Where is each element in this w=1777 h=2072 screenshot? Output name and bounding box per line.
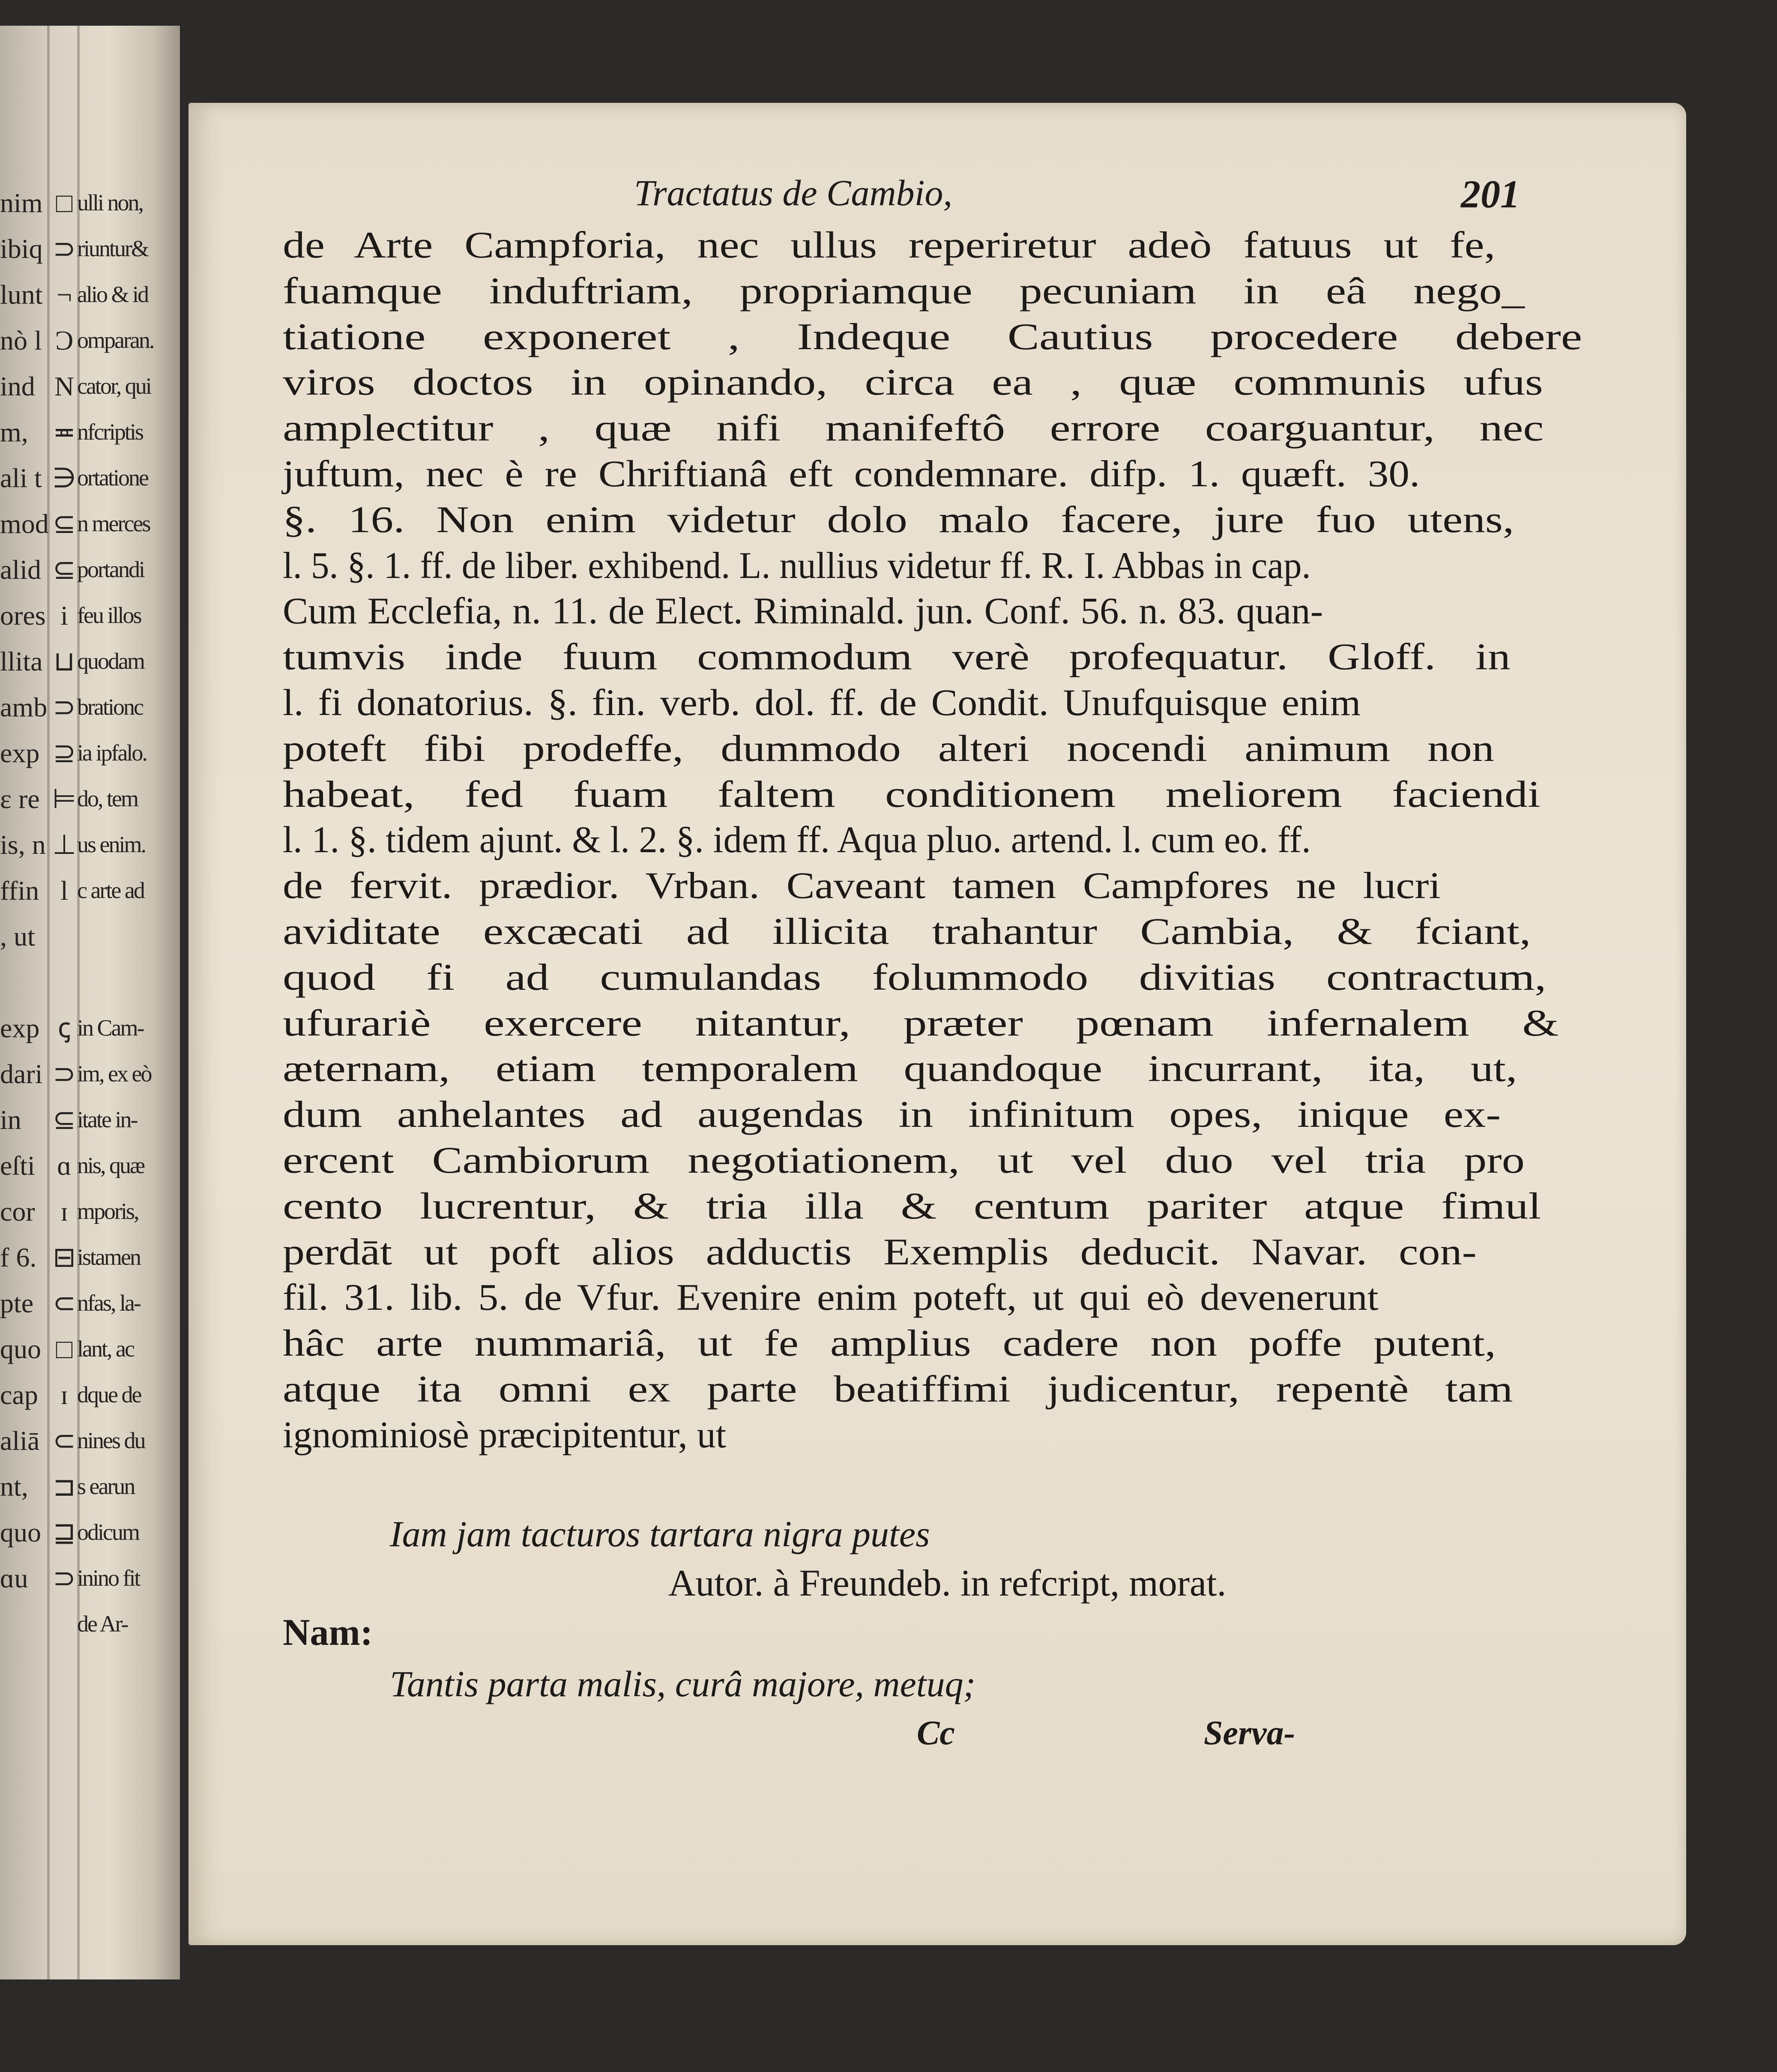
left-page-fragment: alio & id — [77, 281, 148, 307]
left-page-fragment: ⊃ — [53, 234, 76, 264]
left-page-row — [0, 1234, 180, 1280]
left-page-row — [0, 363, 180, 409]
left-page-fragment: ores — [0, 600, 46, 631]
left-page-fragment — [0, 959, 51, 1005]
left-page-fragment: ⊟ — [53, 1242, 76, 1273]
book-page — [188, 103, 1686, 1945]
left-page-fragment: ortatione — [77, 465, 148, 491]
text-line: de fervit. prædior. Vrban. Caveant tamen Campfores ne lucri — [283, 865, 1441, 907]
left-page-fragment: ⊃ — [53, 1563, 76, 1593]
left-page-fragment: ɛ re — [0, 784, 40, 814]
left-page-row — [0, 1005, 180, 1051]
text-line: l. 1. §. tidem ajunt. & l. 2. §. idem ff. Aqua pluo. artend. l. cum eo. ff. — [283, 819, 1311, 861]
left-page-fragment: l — [60, 875, 68, 906]
left-page-fragment: cator, qui — [77, 373, 151, 399]
catchword: Serva- — [1204, 1714, 1295, 1752]
left-page-fragment: ⊂ — [53, 1288, 76, 1318]
left-page-fragment: istamen — [77, 1244, 140, 1270]
text-line: atque ita omni ex parte beatiffimi judicentur, repentè tam — [283, 1368, 1513, 1410]
left-page-fragment: ⊆ — [53, 1105, 76, 1135]
text-line: poteft fibi prodeffe, dummodo alteri nocendi animum non — [283, 728, 1494, 770]
left-page-row — [0, 959, 180, 1005]
left-page-fragment: ꞔ — [57, 1013, 71, 1043]
left-page-fragment: ⊃ — [53, 1059, 76, 1089]
left-page-fragment: quo — [0, 1517, 41, 1548]
signature-mark: Cc — [917, 1714, 955, 1752]
text-line: l. fi donatorius. §. fin. verb. dol. ff. de Condit. Unufquisque enim — [283, 682, 1361, 724]
left-page-fragment: llita — [0, 646, 43, 677]
left-page-row — [0, 730, 180, 776]
left-page-fragment: nis, quæ — [77, 1153, 144, 1178]
left-page-fragment — [77, 913, 180, 959]
left-page-fragment: ɪ — [60, 1196, 68, 1227]
left-page-fragment: ⊒ — [53, 1517, 76, 1548]
text-line: §. 16. Non enim videtur dolo malo facere, jure fuo utens, — [283, 499, 1514, 541]
nam-heading: Nam: — [283, 1612, 373, 1653]
left-page-fragment: eſti — [0, 1150, 35, 1181]
page-header — [188, 171, 1686, 214]
text-line: juftum, nec è re Chriftianâ eft condemnare. difp. 1. quæft. 30. — [283, 453, 1420, 495]
left-page-row — [0, 1464, 180, 1509]
text-line: dum anhelantes ad augendas in infinitum opes, inique ex- — [283, 1094, 1501, 1136]
text-line: perdāt ut poft alios adductis Exemplis deducit. Navar. con- — [283, 1231, 1477, 1273]
text-line: æternam, etiam temporalem quandoque incurrant, ita, ut, — [283, 1048, 1517, 1090]
left-page-row — [0, 1372, 180, 1418]
left-page-row — [0, 913, 180, 959]
left-page-fragment: , ut — [0, 921, 35, 952]
left-page-fragment — [0, 1601, 51, 1647]
previous-page-edge — [0, 26, 180, 1979]
left-page-fragment: do, tem — [77, 786, 138, 811]
left-page-fragment: exp — [0, 738, 40, 768]
left-page-row — [0, 1051, 180, 1097]
left-page-row — [0, 1143, 180, 1189]
text-line: aviditate excæcati ad illicita trahantur Cambia, & fciant, — [283, 910, 1531, 952]
left-page-fragment: nfas, la- — [77, 1290, 140, 1316]
left-page-row — [0, 1280, 180, 1326]
left-page-fragment: quo — [0, 1334, 41, 1364]
left-page-fragment: im, ex eò — [77, 1061, 151, 1087]
left-page-fragment: ɑ — [57, 1150, 72, 1181]
text-line: amplectitur , quæ nifi manifeftô errore coarguantur, nec — [283, 407, 1544, 449]
left-page-fragment: n merces — [77, 511, 150, 536]
left-page-row — [0, 1418, 180, 1464]
left-page-fragment: ∋ — [52, 463, 76, 493]
left-page-fragment: mporis, — [77, 1198, 138, 1224]
left-page-row — [0, 1555, 180, 1601]
left-page-fragment: ɑu — [0, 1563, 28, 1593]
left-page-row — [0, 776, 180, 822]
left-page-fragment: ind — [0, 371, 35, 401]
left-page-fragment: i — [60, 600, 68, 631]
left-page-fragment: cap — [0, 1380, 38, 1410]
left-page-fragment: lunt — [0, 279, 43, 310]
left-page-fragment: ⊆ — [53, 509, 76, 539]
left-page-fragment: ia ipfalo. — [77, 740, 147, 766]
left-page-fragment: odicum — [77, 1519, 139, 1545]
left-page-fragment: c arte ad — [77, 877, 144, 903]
left-page-fragment: is, n — [0, 829, 46, 860]
left-page-fragment — [77, 959, 180, 1005]
text-line: tumvis inde fuum commodum verè profequatur. Gloff. in — [283, 636, 1511, 678]
body-paragraph — [283, 223, 1583, 1458]
left-page-fragment: lant, ac — [77, 1336, 134, 1362]
left-page-fragment: riuntur& — [77, 236, 148, 261]
left-page-fragment: □ — [56, 188, 73, 218]
running-title: Tractatus de Cambio, — [634, 172, 953, 213]
text-line: habeat, fed fuam faltem conditionem meliorem faciendi — [283, 773, 1541, 815]
left-page-fragment: aliā — [0, 1425, 40, 1456]
left-page-fragment: ≖ — [53, 417, 76, 447]
left-page-row — [0, 1601, 180, 1647]
left-page-fragment: ⊔ — [54, 646, 75, 677]
text-line: hâc arte nummariâ, ut fe amplius cadere non poffe putent, — [283, 1323, 1496, 1365]
text-line: cento lucrentur, & tria illa & centum pariter atque fimul — [283, 1185, 1541, 1227]
left-page-fragment: ⊐ — [53, 1471, 76, 1502]
verse-line-2: Tantis parta malis, curâ majore, metuq; — [390, 1663, 976, 1704]
left-page-fragment: in Cam- — [77, 1015, 144, 1041]
left-page-fragment: ⊃ — [53, 692, 76, 722]
left-page-fragment: nfcriptis — [77, 419, 143, 445]
left-page-fragment: nines du — [77, 1428, 145, 1453]
left-page-fragment: alid — [0, 554, 41, 585]
text-line: de Arte Campforia, nec ullus reperiretur adeò fatuus ut fe, — [283, 225, 1496, 266]
left-page-row — [0, 317, 180, 363]
left-page-fragment: ali t — [0, 463, 42, 493]
left-page-fragment: ffin — [0, 875, 39, 906]
left-page-fragment: m, — [0, 417, 28, 447]
left-page-fragment: inino fit — [77, 1565, 140, 1591]
left-page-fragment: ⊥ — [52, 829, 76, 860]
left-page-row — [0, 409, 180, 455]
left-page-fragment: Ɔ — [55, 325, 74, 356]
left-page-fragment: ulli non, — [77, 190, 143, 216]
text-line: fil. 31. lib. 5. de Vfur. Evenire enim poteft, ut qui eò devenerunt — [283, 1277, 1379, 1319]
page-number: 201 — [1461, 172, 1520, 216]
left-page-row — [0, 1326, 180, 1372]
left-page-fragment: ⊂ — [53, 1425, 76, 1456]
previous-page-text — [0, 180, 180, 1647]
left-page-fragment: f 6. — [0, 1242, 37, 1273]
text-line: ignominiosè præcipitentur, ut — [283, 1414, 727, 1456]
left-page-row — [0, 455, 180, 501]
left-page-fragment: N — [54, 371, 75, 401]
text-line: quod fi ad cumulandas folummodo divitias contractum, — [283, 956, 1547, 998]
left-page-fragment: portandi — [77, 557, 144, 582]
left-page-fragment: ibiq — [0, 234, 43, 264]
left-page-row — [0, 822, 180, 868]
left-page-row — [0, 501, 180, 547]
left-page-fragment: ɪ — [60, 1380, 68, 1410]
left-page-row — [0, 593, 180, 638]
text-line: l. 5. §. 1. ff. de liber. exhibend. L. nullius videtur ff. R. I. Abbas in cap. — [283, 545, 1311, 587]
left-page-fragment: quodam — [77, 648, 144, 674]
left-page-fragment: feu illos — [77, 602, 141, 628]
left-page-fragment: nò l — [0, 325, 42, 356]
left-page-fragment: □ — [56, 1334, 73, 1364]
left-page-fragment: de Ar- — [77, 1611, 128, 1637]
left-page-row — [0, 1509, 180, 1555]
left-page-fragment — [51, 913, 77, 959]
left-page-fragment: in — [0, 1105, 21, 1135]
left-page-row — [0, 638, 180, 684]
left-page-row — [0, 226, 180, 272]
left-page-fragment: brationc — [77, 694, 143, 720]
left-page-fragment: dque de — [77, 1382, 141, 1407]
left-page-fragment: amb — [0, 692, 48, 722]
verse-line-1: Iam jam tacturos tartara nigra putes — [390, 1513, 930, 1554]
text-line: tiatione exponeret , Indeque Cautius procedere debere — [283, 316, 1583, 358]
left-page-fragment: ¬ — [56, 279, 72, 310]
left-page-fragment: cor — [0, 1196, 35, 1227]
left-page-fragment: ⊇ — [53, 738, 76, 768]
left-page-fragment: nim — [0, 188, 43, 218]
verse-attribution: Autor. à Freundeb. in refcript, morat. — [668, 1563, 1227, 1604]
left-page-row — [0, 180, 180, 226]
left-page-fragment: pte — [0, 1288, 34, 1318]
left-page-row — [0, 272, 180, 317]
left-page-fragment: dari — [0, 1059, 43, 1089]
left-page-row — [0, 1189, 180, 1234]
left-page-fragment: mod — [0, 509, 49, 539]
left-page-row — [0, 868, 180, 913]
left-page-fragment: ⊨ — [52, 784, 76, 814]
left-page-row — [0, 1097, 180, 1143]
left-page-row — [0, 547, 180, 593]
left-page-fragment: exp — [0, 1013, 40, 1043]
text-line: ercent Cambiorum negotiationem, ut vel duo vel tria pro — [283, 1139, 1525, 1181]
left-page-fragment: nt, — [0, 1471, 28, 1502]
text-line: ufurariè exercere nitantur, præter pœnam infernalem & — [283, 1002, 1559, 1044]
left-page-fragment: omparan. — [77, 327, 154, 353]
text-line: fuamque induftriam, propriamque pecuniam in eâ nego_ — [283, 270, 1525, 312]
text-line: Cum Ecclefia, n. 11. de Elect. Riminald. jun. Conf. 56. n. 83. quan- — [283, 590, 1323, 632]
left-page-fragment — [51, 959, 77, 1005]
left-page-fragment: ⊆ — [53, 554, 76, 585]
left-page-fragment: us enim. — [77, 832, 145, 857]
text-line: viros doctos in opinando, circa ea , quæ communis ufus — [283, 362, 1543, 404]
left-page-row — [0, 684, 180, 730]
left-page-fragment: s earun — [77, 1473, 135, 1499]
left-page-fragment: itate in- — [77, 1107, 137, 1132]
left-page-fragment — [51, 1601, 77, 1647]
